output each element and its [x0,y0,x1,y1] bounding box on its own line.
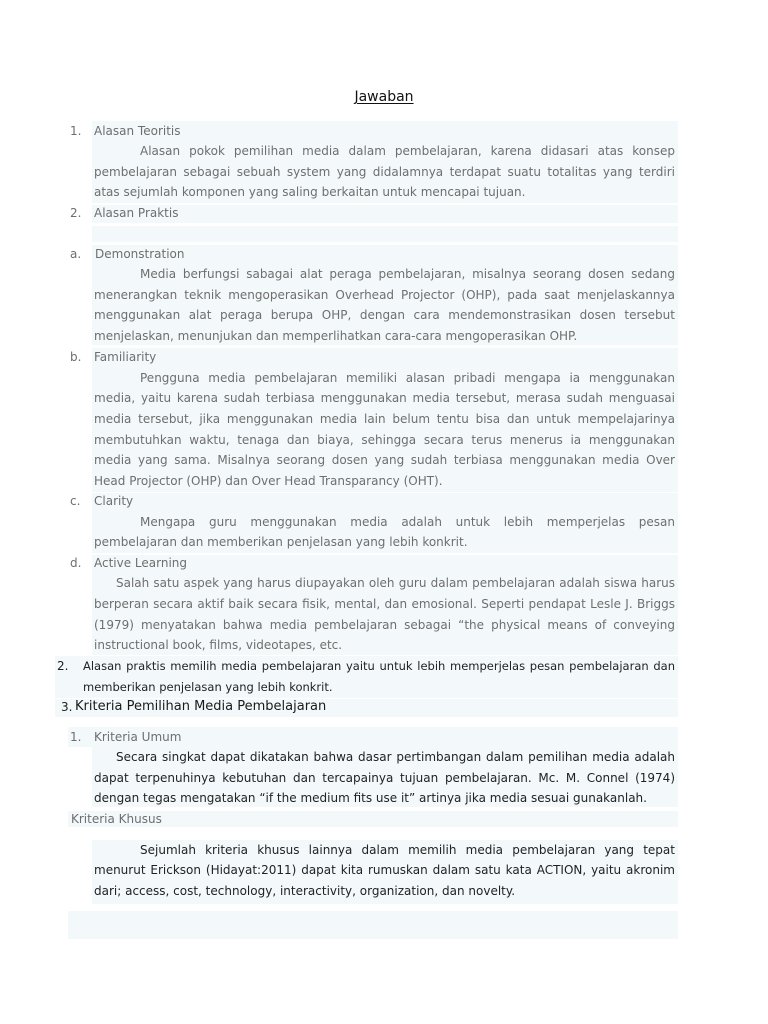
paragraph-line: dapat terpenuhinya kebutuhan dan tercapainya tujuan pembelajaran. Mc. M. Connel (1974) [94,771,675,785]
paragraph-line: media yang sama. Misalnya seorang dosen yang sudah terbiasa menggunakan media Over [94,453,675,467]
highlight-band [68,911,678,939]
list-letter: a. [70,247,82,261]
list-letter: c. [70,494,81,508]
paragraph-line: dengan tegas mengatakan “if the medium fits use it” artinya jika media sesuai gunakanlah. [94,791,647,805]
paragraph-line: atas sejumlah komponen yang saling berkaitan untuk mencapai tujuan. [94,185,526,199]
paragraph-line: Alasan pokok pemilihan media dalam pembelajaran, karena didasari atas konsep [140,144,675,158]
subsection-heading: Familiarity [94,350,157,364]
paragraph-line: Secara singkat dapat dikatakan bahwa dasar pertimbangan dalam pemilihan media adalah [116,750,675,764]
subsection-heading: Kriteria Khusus [71,812,162,826]
paragraph-line: media tersebut, jika menggunakan media lain belum tentu bisa dan untuk mempelajarinya [94,412,675,426]
paragraph-line: menerangkan teknik mengoperasikan Overhead Projector (OHP), pada saat menjelaskannya [94,288,675,302]
paragraph-line: Mengapa guru menggunakan media adalah untuk lebih memperjelas pesan [140,515,675,529]
list-number: 2. [70,206,82,220]
paragraph-line: menurut Erickson (Hidayat:2011) dapat kita rumuskan dalam satu kata ACTION, yaitu akronim [94,863,675,877]
paragraph-line: membutuhkan waktu, tenaga dan biaya, sehingga secara terus menerus ia menggunakan [94,433,675,447]
paragraph-line: instructional book, films, videotapes, etc. [94,638,343,652]
paragraph-line: berperan secara aktif baik secara fisik, mental, dan emosional. Seperti pendapat Lesle J. Briggs [94,597,675,611]
paragraph-line: Media berfungsi sabagai alat peraga pembelajaran, misalnya seorang dosen sedang [140,267,675,281]
paragraph-line: menggunakan alat peraga berupa OHP, dengan cara mendemonstrasikan dosen tersebut [94,308,675,322]
paragraph-line: dari; access, cost, technology, interactivity, organization, dan novelty. [94,884,516,898]
section-heading: Alasan Teoritis [94,124,181,138]
paragraph-line: menjelaskan, menunjukan dan memperlihatkan cara-cara mengoperasikan OHP. [94,329,578,343]
subsection-heading: Kriteria Umum [94,730,182,744]
paragraph-line: Sejumlah kriteria khusus lainnya dalam memilih media pembelajaran yang tepat [140,843,675,857]
paragraph-line: Pengguna media pembelajaran memiliki alasan pribadi mengapa ia menggunakan [140,371,675,385]
list-number: 1. [70,124,82,138]
subsection-heading: Active Learning [94,556,188,570]
list-number: 2. [57,659,69,673]
paragraph-line: media, yaitu karena sudah terbiasa menggunakan media tersebut, merasa sudah menguasai [94,391,675,405]
paragraph-line: Head Projector (OHP) dan Over Head Transparancy (OHT). [94,474,443,488]
highlight-band [92,205,678,223]
paragraph-line: memberikan penjelasan yang lebih konkrit. [83,680,333,694]
page-title: Jawaban [354,89,414,105]
paragraph-line: pembelajaran dan memberikan penjelasan yang lebih konkrit. [94,535,468,549]
list-number: 3. [61,700,73,714]
paragraph-line: Alasan praktis memilih media pembelajaran yaitu untuk lebih memperjelas pesan pembelajaran dan [83,659,675,673]
list-letter: d. [70,556,82,570]
subsection-heading: Demonstration [95,247,185,261]
paragraph-line: (1979) menyatakan bahwa media pembelajaran sebagai “the physical means of conveying [94,618,675,632]
section-heading: Kriteria Pemilihan Media Pembelajaran [75,699,327,714]
highlight-band [92,226,678,242]
section-heading: Alasan Praktis [94,206,179,220]
list-letter: b. [70,350,82,364]
paragraph-line: pembelajaran sebagai sebuah system yang didalamnya terdapat suatu totalitas yang terdiri [94,165,675,179]
list-number: 1. [70,730,82,744]
subsection-heading: Clarity [94,494,134,508]
paragraph-line: Salah satu aspek yang harus diupayakan oleh guru dalam pembelajaran adalah siswa harus [116,576,675,590]
